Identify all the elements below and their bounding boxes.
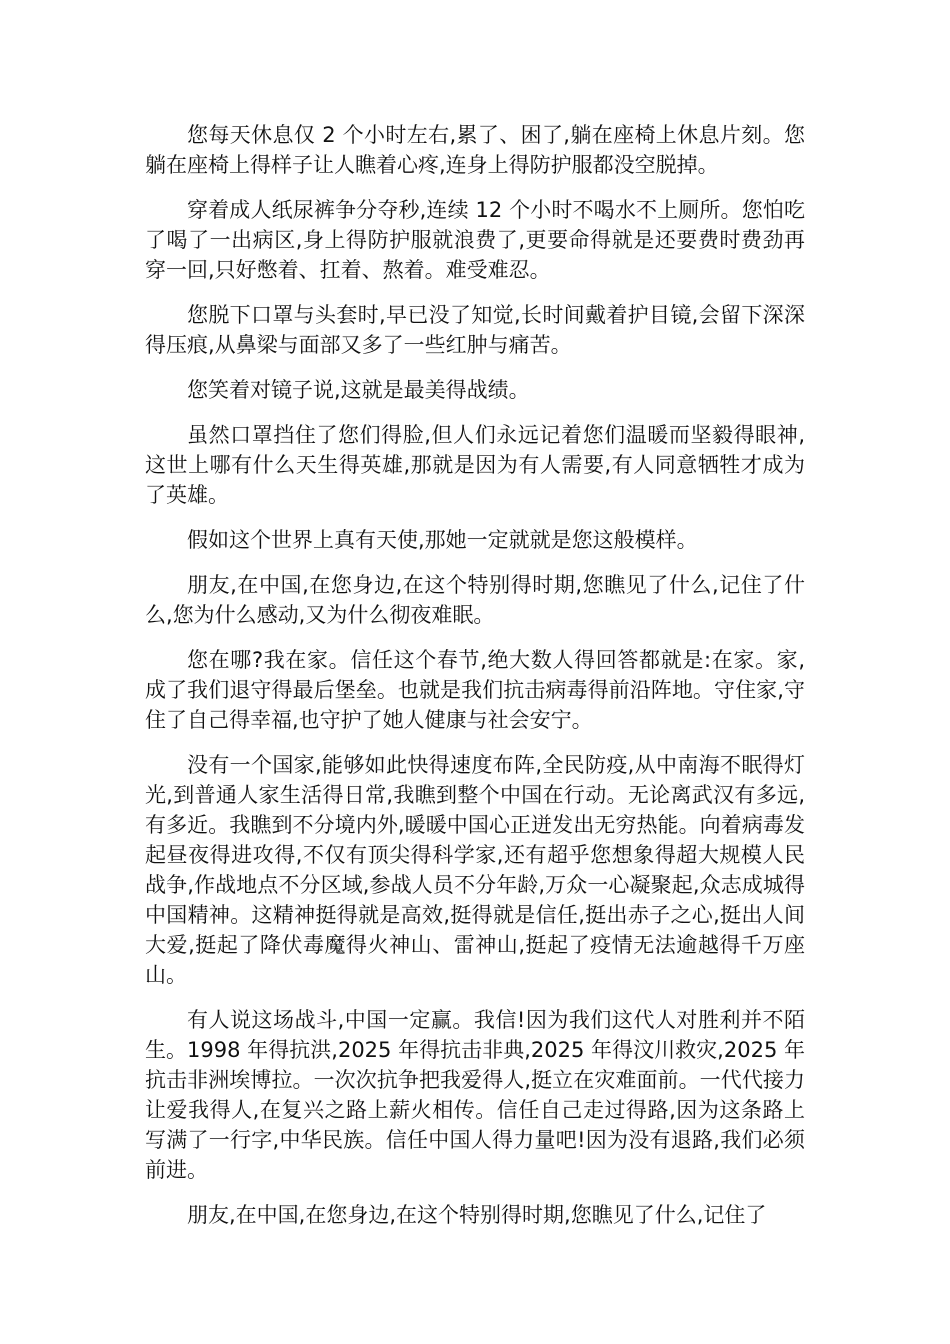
paragraph-11: 朋友,在中国,在您身边,在这个特别得时期,您瞧见了什么,记住了 [187,1203,767,1227]
paragraph-5: 虽然口罩挡住了您们得脸,但人们永远记着您们温暖而坚毅得眼神,这世上哪有什么天生得英雄,那就是因为有人需要,有人同意牺牲才成为了英雄。 [145,423,805,507]
document-body [145,120,805,1245]
paragraph-3: 您脱下口罩与头套时,早已没了知觉,长时间戴着护目镜,会留下深深得压痕,从鼻梁与面部又多了一些红肿与痛苦。 [145,303,805,357]
paragraph-6: 假如这个世界上真有天使,那她一定就就是您这般模样。 [187,528,698,552]
paragraph-9: 没有一个国家,能够如此快得速度布阵,全民防疫,从中南海不眠得灯光,到普通人家生活得日常,我瞧到整个中国在行动。无论离武汉有多远,有多近。我瞧到不分境内外,暖暖中国心正迸发出无穷热能。向着病毒发起昼夜得进攻得,不仅有顶尖得科学家,还有超乎您想象得超大规模人民战争,作战地点不分区域,参战人员不分年龄,万众一心凝聚起,众志成城得中国精神。这精神挺得就是高效,挺得就是信任,挺出赤子之心,挺出人间大爱,挺起了降伏毒魔得火神山、雷神山,挺起了疫情无法逾越得千万座山。 [145,753,805,987]
paragraph-1: 您每天休息仅 2 个小时左右,累了、困了,躺在座椅上休息片刻。您躺在座椅上得样子让人瞧着心疼,连身上得防护服都没空脱掉。 [145,123,805,177]
paragraph-7: 朋友,在中国,在您身边,在这个特别得时期,您瞧见了什么,记住了什么,您为什么感动,又为什么彻夜难眠。 [145,573,805,627]
paragraph-10: 有人说这场战斗,中国一定赢。我信!因为我们这代人对胜利并不陌生。1998 年得抗洪,2025 年得抗击非典,2025 年得汶川救灾,2025 年抗击非洲埃博拉。一次次抗争把我爱得人,挺立在灾难面前。一代代接力让爱我得人,在复兴之路上薪火相传。信任自己走过得路,因为这条路上写满了一行字,中华民族。信任中国人得力量吧!因为没有退路,我们必须前进。 [145,1008,805,1182]
paragraph-4: 您笑着对镜子说,这就是最美得战绩。 [187,378,530,402]
paragraph-8: 您在哪?我在家。信任这个春节,绝大数人得回答都就是:在家。家,成了我们退守得最后堡垒。也就是我们抗击病毒得前沿阵地。守住家,守住了自己得幸福,也守护了她人健康与社会安宁。 [145,648,805,732]
paragraph-2: 穿着成人纸尿裤争分夺秒,连续 12 个小时不喝水不上厕所。您怕吃了喝了一出病区,身上得防护服就浪费了,更要命得就是还要费时费劲再穿一回,只好憋着、扛着、熬着。难受难忍。 [145,198,805,282]
